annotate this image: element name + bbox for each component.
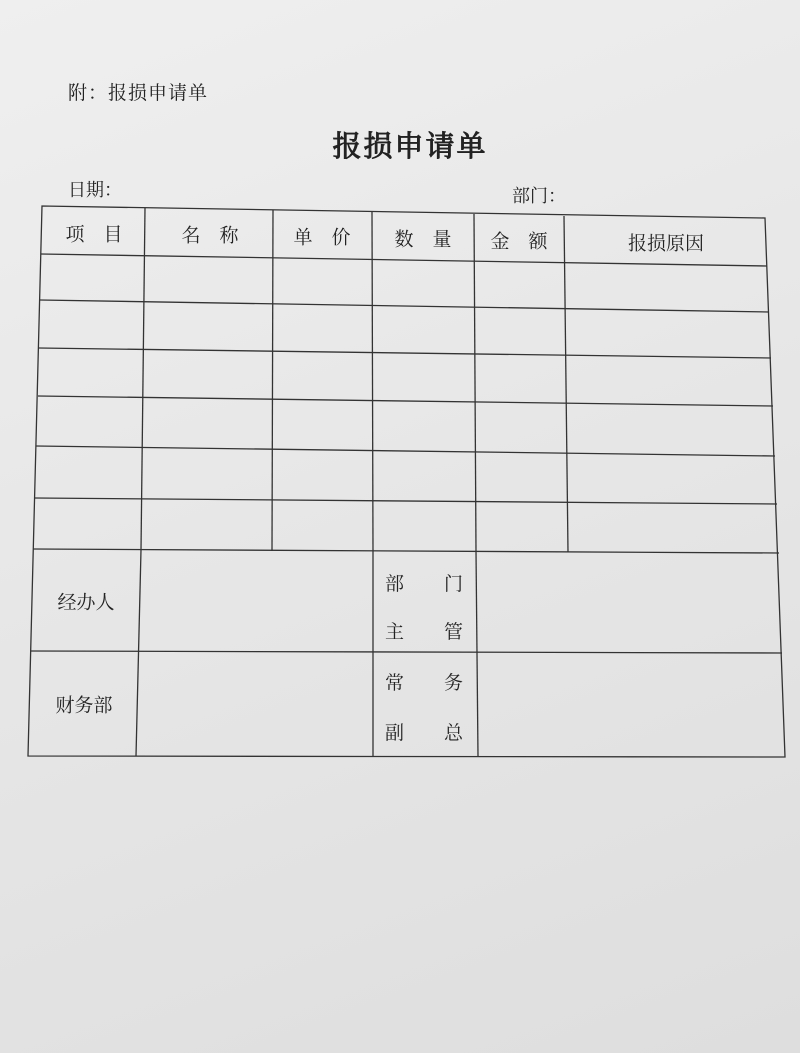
row-line [40, 300, 769, 312]
finance-label: 财务部 [55, 694, 113, 717]
header-name: 名 称 [181, 224, 239, 247]
row-line [35, 498, 777, 504]
col-line [136, 550, 141, 756]
row-line [41, 254, 767, 266]
row-line [31, 651, 782, 653]
col-line [474, 214, 476, 551]
handler-label: 经办人 [57, 591, 115, 614]
vp-line1: 常 务 [385, 672, 463, 694]
department-field-label: 部门： [512, 186, 566, 207]
row-line [33, 549, 779, 553]
form-title: 报损申请单 [332, 129, 488, 163]
header-amount: 金 额 [490, 230, 548, 253]
header-quantity: 数 量 [394, 228, 452, 251]
header-unit-price: 单 价 [293, 226, 351, 249]
header-reason: 报损原因 [627, 232, 705, 255]
header-item: 项 目 [65, 223, 123, 246]
col-line [476, 551, 478, 756]
row-line [39, 348, 771, 358]
col-line [564, 216, 568, 552]
attachment-label: 附：报损申请单 [68, 82, 209, 104]
vp-line2: 副 总 [385, 722, 463, 744]
dept-manager-line1: 部 门 [385, 573, 463, 595]
row-line [36, 446, 775, 456]
row-line [38, 396, 773, 406]
date-field-label: 日期： [68, 180, 122, 201]
dept-manager-line2: 主 管 [385, 621, 463, 643]
